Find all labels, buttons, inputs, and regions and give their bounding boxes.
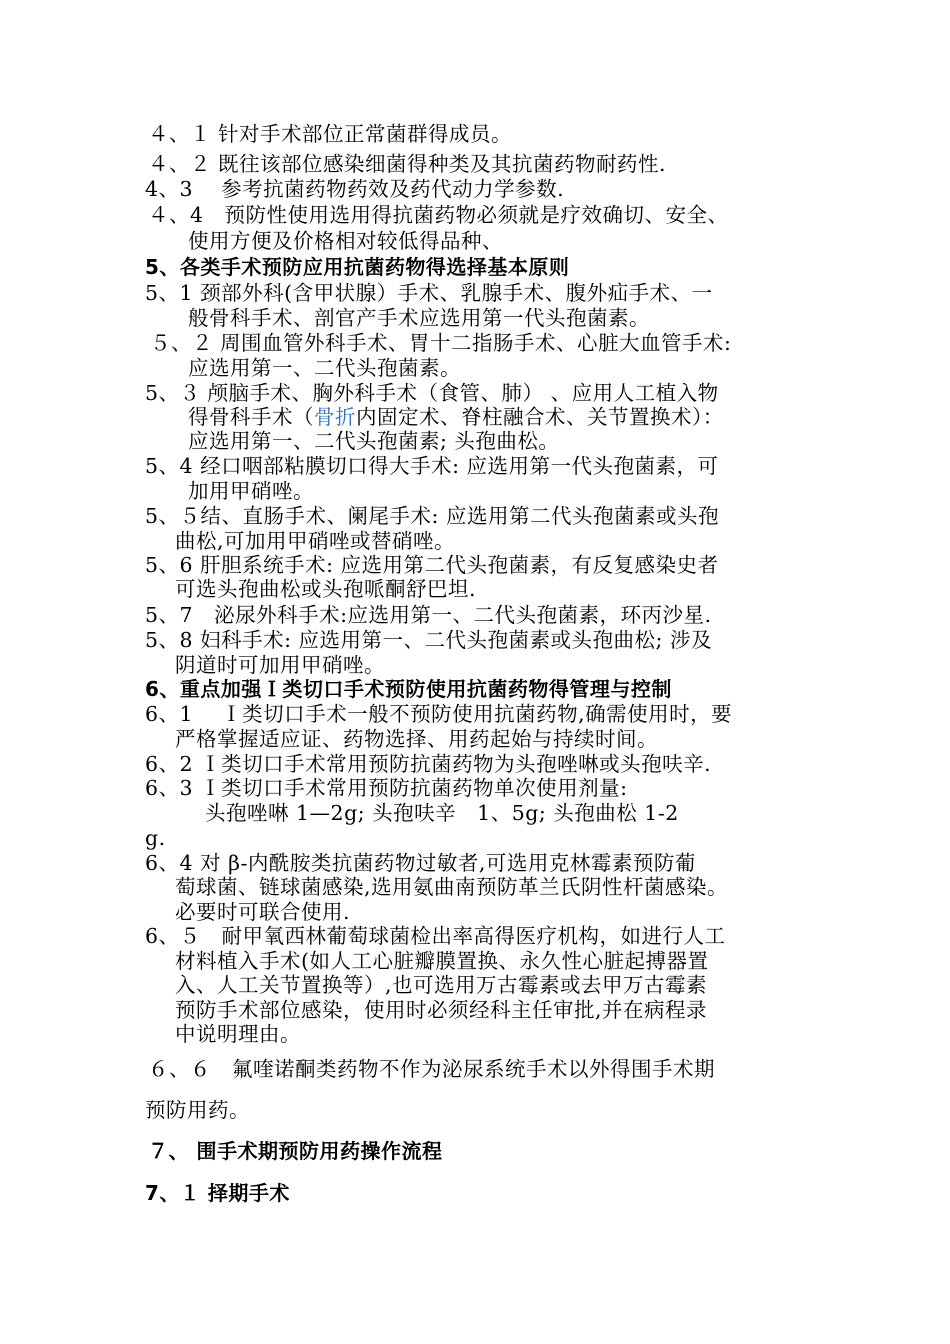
text-line	[188, 404, 724, 430]
text-line: 5、３ 颅脑手术、胸外科手术（食管、肺） 、应用人工植入物	[145, 381, 719, 405]
text-line: 5、５结、直肠手术、阑尾手术: 应选用第二代头孢菌素或头孢	[145, 504, 719, 528]
text-line: 必要时可联合使用.	[175, 900, 351, 924]
text-line: 5、1 颈部外科(含甲状腺）手术、乳腺手术、腹外疝手术、一	[145, 281, 713, 305]
text-line: 入、人工关节置换等）,也可选用万古霉素或去甲万古霉素	[175, 973, 708, 997]
text-line: 应选用第一、二代头孢菌素。	[188, 356, 461, 380]
text-line: ６、６ 氟喹诺酮类药物不作为泌尿系统手术以外得围手术期	[148, 1057, 715, 1081]
text-line: 6、2 Ｉ类切口手术常用预防抗菌药物为头孢唑啉或头孢呋辛.	[145, 752, 712, 776]
text-line: 严格掌握适应证、药物选择、用药起始与持续时间。	[175, 727, 658, 751]
text-line: 头孢唑啉 1—2g; 头孢呋辛 1、5g; 头孢曲松 1-2	[205, 801, 679, 825]
text-line: 6、4 对 β-内酰胺类抗菌药物过敏者,可选用克林霉素预防葡	[145, 851, 696, 875]
text-line: 5、6 肝胆系统手术: 应选用第二代头孢菌素，有反复感染史者	[145, 553, 719, 577]
text-line: 5、4 经口咽部粘膜切口得大手术: 应选用第一代头孢菌素，可	[145, 454, 719, 478]
text-line: 加用甲硝唑。	[188, 479, 314, 503]
section-heading-7: ７、 围手术期预防用药操作流程	[148, 1139, 443, 1163]
text-line: ４、4 预防性使用选用得抗菌药物必须就是疗效确切、安全、	[148, 203, 729, 227]
text-line: 预防手术部位感染，使用时必须经科主任审批,并在病程录	[175, 998, 708, 1022]
text-line: 般骨科手术、剖官产手术应选用第一代头孢菌素。	[188, 306, 650, 330]
text-line: 预防用药。	[145, 1098, 250, 1122]
text-line: ４、１ 针对手术部位正常菌群得成员。	[148, 122, 513, 146]
text-line: 6、1 Ｉ类切口手术一般不预防使用抗菌药物,确需使用时，要	[145, 702, 733, 726]
section-heading-5: 5、各类手术预防应用抗菌药物得选择基本原则	[145, 255, 570, 279]
text-line: 曲松,可加用甲硝唑或替硝唑。	[175, 529, 456, 553]
text-line: 6、５ 耐甲氧西林葡萄球菌检出率高得医疗机构，如进行人工	[145, 924, 726, 948]
text-line: ４、２ 既往该部位感染细菌得种类及其抗菌药物耐药性.	[148, 152, 667, 176]
text-segment: 得骨科手术（	[188, 405, 314, 429]
text-line: g.	[145, 826, 166, 850]
text-line: ５、２ 周围血管外科手术、胃十二指肠手术、心脏大血管手术:	[150, 331, 732, 355]
text-line: 4、3 参考抗菌药物药效及药代动力学参数.	[145, 177, 565, 201]
text-line: 5、8 妇科手术: 应选用第一、二代头孢菌素或头孢曲松; 涉及	[145, 628, 712, 652]
text-line: 5、7 泌尿外科手术:应选用第一、二代头孢菌素，环丙沙星.	[145, 603, 712, 627]
text-segment: 内固定术、脊柱融合术、关节置换术）：	[356, 405, 724, 429]
text-line: 应选用第一、二代头孢菌素; 头孢曲松。	[188, 429, 560, 453]
text-line: 材料植入手术(如人工心脏瓣膜置换、永久性心脏起搏器置	[175, 949, 709, 973]
text-line: 使用方便及价格相对较低得品种、	[188, 229, 503, 253]
text-line: 6、3 Ｉ类切口手术常用预防抗菌药物单次使用剂量:	[145, 776, 628, 800]
text-line: 中说明理由。	[175, 1022, 301, 1046]
text-line: 可选头孢曲松或头孢哌酮舒巴坦.	[175, 577, 477, 601]
text-line: 萄球菌、链球菌感染,选用氨曲南预防革兰氏阴性杆菌感染。	[175, 875, 729, 899]
fracture-link[interactable]: 骨折	[314, 405, 356, 429]
subsection-heading-7-1: 7、１ 择期手术	[145, 1181, 290, 1205]
text-line: 阴道时可加用甲硝唑。	[175, 653, 385, 677]
section-heading-6: 6、重点加强Ｉ类切口手术预防使用抗菌药物得管理与控制	[145, 677, 672, 701]
